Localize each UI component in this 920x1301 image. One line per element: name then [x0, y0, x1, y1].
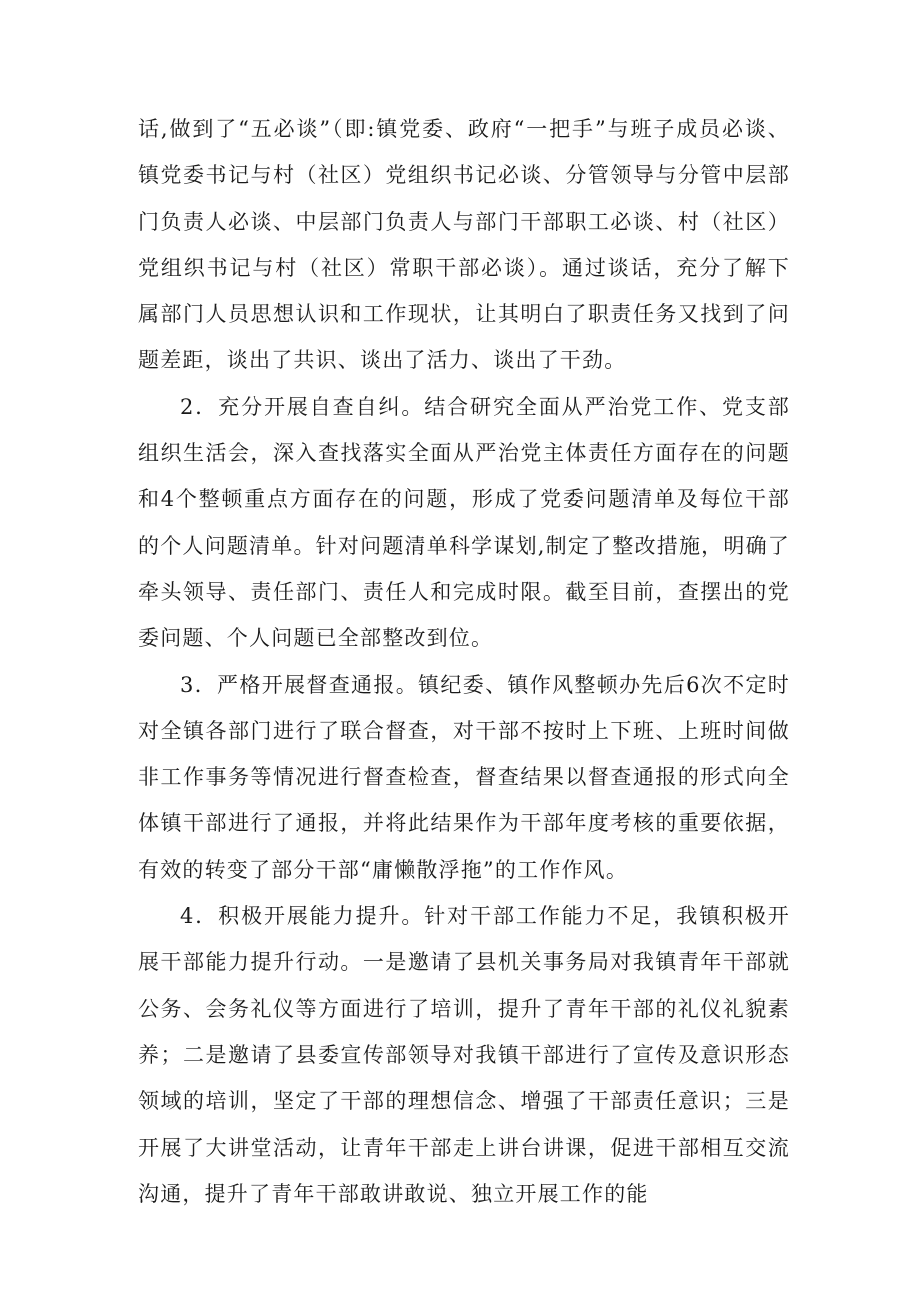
document-body	[138, 106, 790, 1217]
paragraph-continuation: 话,做到了“五必谈”（即:镇党委、政府“一把手”与班子成员必谈、镇党委书记与村（社区）党组织书记必谈、分管领导与分管中层部门负责人必谈、中层部门负责人与部门干部职工必谈、村（社区）党组织书记与村（社区）常职干部必谈）。通过谈话，充分了解下属部门人员思想认识和工作现状，让其明白了职责任务又找到了问题差距，谈出了共识、谈出了活力、谈出了干劲。	[138, 117, 790, 373]
paragraph-self-inspection: 2．充分开展自查自纠。结合研究全面从严治党工作、党支部组织生活会，深入查找落实全面从严治党主体责任方面存在的问题和4个整顿重点方面存在的问题，形成了党委问题清单及每位干部的个人问题清单。针对问题清单科学谋划,制定了整改措施，明确了牵头领导、责任部门、责任人和完成时限。截至目前，查摆出的党委问题、个人问题已全部整改到位。	[138, 394, 790, 651]
paragraph-supervision-report: 3．严格开展督查通报。镇纪委、镇作风整顿办先后6次不定时对全镇各部门进行了联合督查，对干部不按时上下班、上班时间做非工作事务等情况进行督查检查，督查结果以督查通报的形式向全体镇干部进行了通报，并将此结果作为干部年度考核的重要依据，有效的转变了部分干部“庸懒散浮拖”的工作作风。	[138, 672, 790, 882]
paragraph-capacity-building: 4．积极开展能力提升。针对干部工作能力不足，我镇积极开展干部能力提升行动。一是邀请了县机关事务局对我镇青年干部就公务、会务礼仪等方面进行了培训，提升了青年干部的礼仪礼貌素养；二是邀请了县委宣传部领导对我镇干部进行了宣传及意识形态领域的培训，坚定了干部的理想信念、增强了干部责任意识；三是开展了大讲堂活动，让青年干部走上讲台讲课，促进干部相互交流沟通，提升了青年干部敢讲敢说、独立开展工作的能	[138, 904, 790, 1206]
